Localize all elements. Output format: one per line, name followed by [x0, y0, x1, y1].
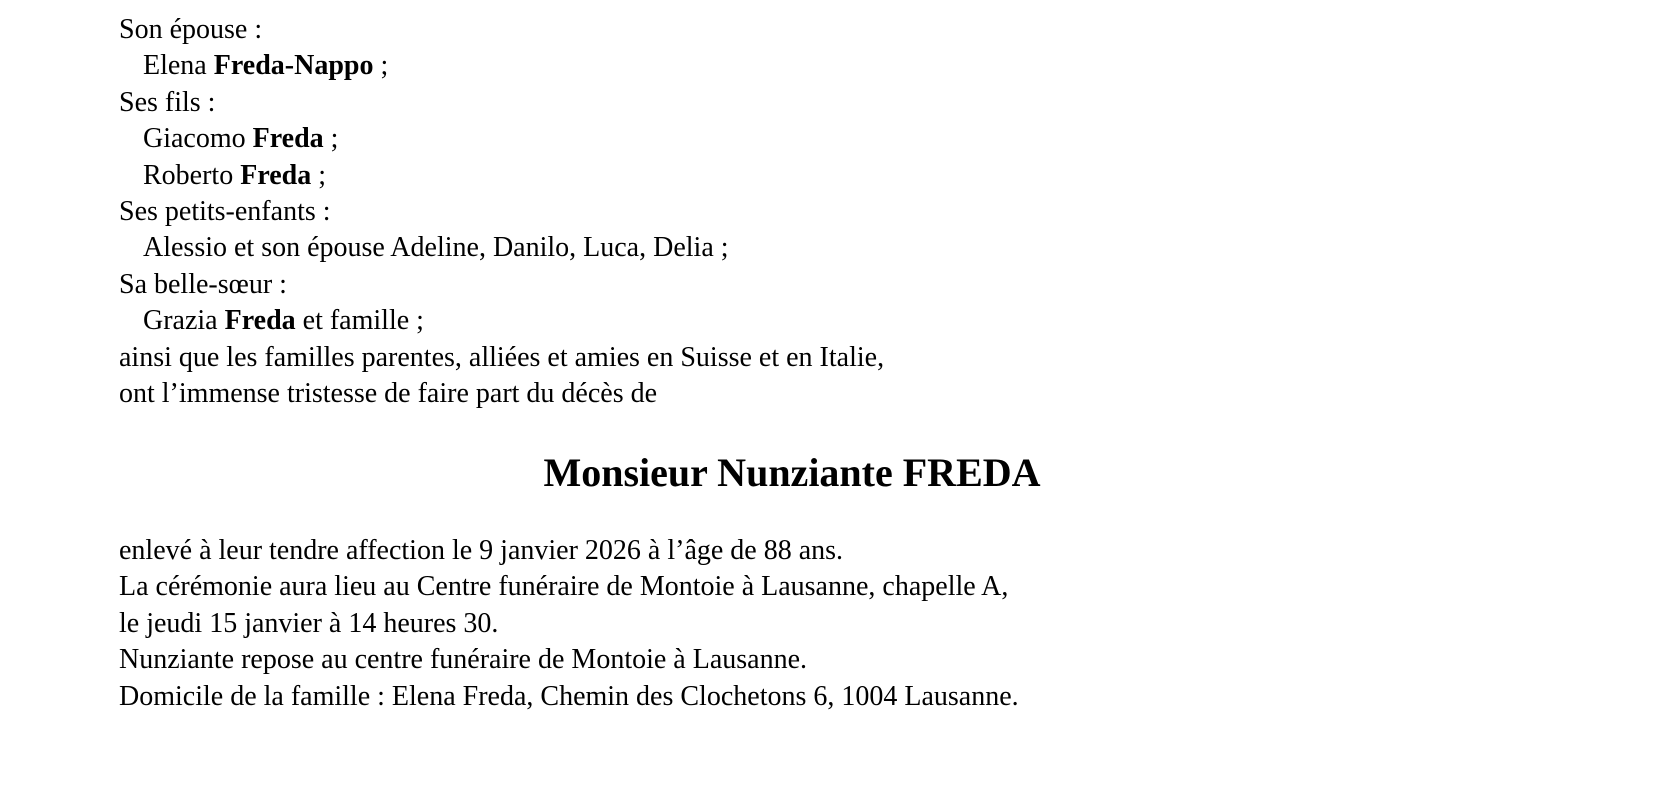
text-segment: Giacomo [143, 123, 253, 155]
detail-line: Domicile de la famille : Elena Freda, Chemin des Clochetons 6, 1004 Lausanne. [119, 680, 1019, 712]
detail-line: enlevé à leur tendre affection le 9 janvier 2026 à l’âge de 88 ans. [119, 535, 844, 566]
family-list [119, 12, 884, 412]
text-segment: Son épouse : [119, 14, 263, 45]
text-segment: ; [323, 123, 339, 155]
surname: Freda [252, 123, 324, 155]
family-member-line [119, 48, 884, 84]
relation-label-line [119, 194, 884, 230]
surname: Freda [240, 159, 312, 191]
relation-label-line [119, 85, 884, 121]
ceremony-details [119, 533, 1019, 715]
detail-line: le jeudi 15 janvier à 14 heures 30. [119, 607, 499, 639]
family-member-line [119, 230, 884, 266]
detail-line: La cérémonie aura lieu au Centre funéraire de Montoie à Lausanne, chapelle A, [119, 571, 1009, 603]
text-segment: et famille ; [295, 305, 424, 337]
relation-label-line [119, 12, 884, 48]
detail-line: Nunziante repose au centre funéraire de Montoie à Lausanne. [119, 644, 808, 676]
relation-label-line [119, 340, 884, 376]
surname: Freda-Nappo [213, 50, 374, 82]
text-segment: ont l’immense tristesse de faire part du décès de [119, 377, 658, 409]
text-segment: Grazia [143, 305, 225, 337]
deceased-name-heading: Monsieur Nunziante FREDA [543, 450, 1041, 495]
text-segment: Ses fils : [119, 86, 216, 118]
relation-label-line [119, 376, 884, 412]
relation-label-line [119, 267, 884, 303]
text-segment: Elena [143, 50, 214, 82]
text-segment: ; [373, 50, 389, 82]
text-segment: ainsi que les familles parentes, alliées et amies en Suisse et en Italie, [119, 341, 885, 373]
text-segment: ; [311, 159, 327, 191]
family-member-line [119, 121, 884, 157]
surname: Freda [224, 305, 296, 337]
text-segment: Roberto [143, 159, 241, 191]
family-member-line [119, 303, 884, 339]
family-member-line [119, 158, 884, 194]
text-segment: Alessio et son épouse Adeline, Danilo, Luca, Delia ; [143, 232, 729, 264]
text-segment: Sa belle-sœur : [119, 268, 287, 300]
text-segment: Ses petits-enfants : [119, 195, 331, 227]
